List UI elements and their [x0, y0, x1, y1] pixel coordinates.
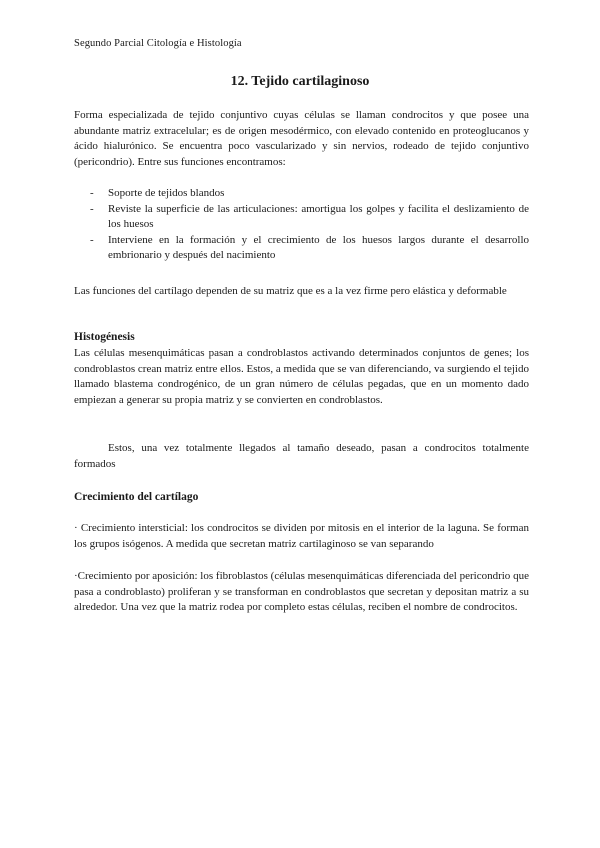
histogenesis-text-1: Las células mesenquimáticas pasan a condroblastos activando determinados conjuntos de genes; los condroblastos crean matriz entre ellos. Estos, a medida que se van diferenciando, va surgiendo el tejido llamado blastema condrogénico, de un gran número de células pegadas, que en un momento dado empiezan a generar su propia matriz y se convierten en condroblastos.	[74, 347, 529, 406]
growth-heading: Crecimiento del cartílago	[74, 491, 199, 503]
bullet-dash: -	[90, 233, 94, 246]
list-item	[74, 186, 529, 202]
page-title: 12. Tejido cartilaginoso	[230, 74, 370, 89]
list-item-text: Soporte de tejidos blandos	[108, 187, 225, 199]
appositional-growth-paragraph	[74, 569, 529, 616]
list-item	[74, 233, 529, 264]
interstitial-growth-paragraph	[74, 521, 529, 552]
intro-paragraph	[74, 108, 529, 170]
intro-text: Forma especializada de tejido conjuntivo cuyas células se llaman condrocitos y que posee una abundante matriz extracelular; es de origen mesodérmico, con elevado contenido en proteoglucanos y ácido hialurónico. Se encuentra poco vascularizado y sin nervios, rodeado de tejido conjuntivo (pericondrio). Entre sus funciones encontramos:	[74, 109, 529, 168]
list-item-text: Interviene en la formación y el crecimiento de los huesos largos durante el desarrollo embrionario y después del nacimiento	[108, 233, 529, 261]
list-item-text: Reviste la superficie de las articulaciones: amortigua los golpes y facilita el deslizamiento de los huesos	[108, 202, 529, 230]
page-header-note: Segundo Parcial Citología e Histología	[74, 38, 242, 49]
list-item	[74, 202, 529, 233]
functions-note-text: Las funciones del cartílago dependen de su matriz que es a la vez firme pero elástica y deformable	[74, 285, 507, 297]
bullet-dash: -	[90, 202, 94, 215]
histogenesis-paragraph-1	[74, 346, 529, 408]
functions-list	[74, 186, 529, 264]
appositional-growth-text: ·Crecimiento por aposición: los fibroblastos (células mesenquimáticas diferenciada del pericondrio que pasa a condroblasto) proliferan y se transforman en condroblastos que secretan y depositan matriz a su alrededor. Una vez que la matriz rodea por completo estas células, reciben el nombre de condrocitos.	[74, 570, 529, 613]
histogenesis-text-2: Estos, una vez totalmente llegados al tamaño deseado, pasan a condrocitos totalmente formados	[74, 442, 529, 470]
histogenesis-paragraph-2	[74, 441, 529, 472]
functions-note-paragraph	[74, 284, 529, 300]
bullet-dash: -	[90, 187, 94, 199]
interstitial-growth-text: · Crecimiento intersticial: los condrocitos se dividen por mitosis en el interior de la laguna. Se forman los grupos isógenos. A medida que secretan matriz cartilaginoso se van separando	[74, 522, 529, 550]
histogenesis-heading: Histogénesis	[74, 331, 135, 343]
